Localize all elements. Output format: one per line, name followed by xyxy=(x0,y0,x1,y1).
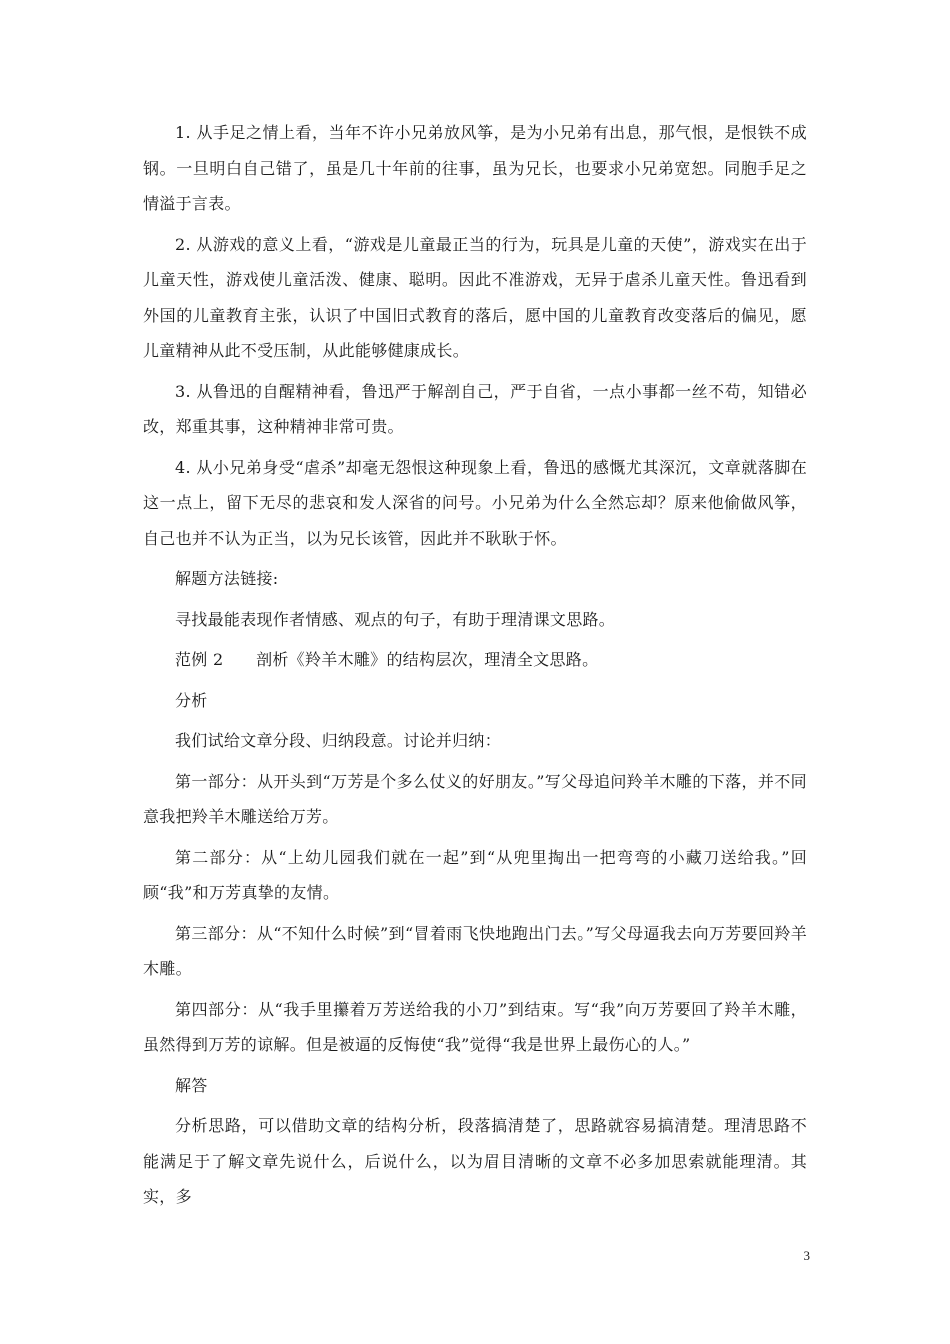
section-part-1: 第一部分：从开头到“万芳是个多么仗义的好朋友。”写父母追问羚羊木雕的下落，并不同意我把羚羊木雕送给万芳。 xyxy=(143,771,807,826)
answer-text: 分析思路，可以借助文章的结构分析，段落搞清楚了，思路就容易搞清楚。理清思路不能满足于了解文章先说什么，后说什么，以为眉目清晰的文章不必多加思索就能理清。其实，多 xyxy=(143,1116,807,1206)
example-2-heading: 范例 2 剖析《羚羊木雕》的结构层次，理清全文思路。 xyxy=(175,650,599,669)
analysis-intro: 我们试给文章分段、归纳段意。讨论并归纳： xyxy=(175,731,502,750)
page-body xyxy=(143,115,807,1220)
method-link-text: 寻找最能表现作者情感、观点的句子，有助于理清课文思路。 xyxy=(175,609,616,629)
section-part-2: 第二部分：从“上幼儿园我们就在一起”到“从兜里掏出一把弯弯的小藏刀送给我。”回顾“我”和万芳真挚的友情。 xyxy=(143,847,807,902)
page-number: 3 xyxy=(803,1248,810,1263)
paragraph-point-1: 1. 从手足之情上看，当年不许小兄弟放风筝，是为小兄弟有出息，那气恨，是恨铁不成钢。一旦明白自己错了，虽是几十年前的往事，虽为兄长，也要求小兄弟宽恕。同胞手足之情溢于言表。 xyxy=(143,123,807,213)
method-link-heading: 解题方法链接: xyxy=(175,569,279,588)
analysis-heading: 分析 xyxy=(175,690,208,710)
paragraph-point-2: 2. 从游戏的意义上看，“游戏是儿童最正当的行为，玩具是儿童的天使”，游戏实在出于儿童天性，游戏使儿童活泼、健康、聪明。因此不准游戏，无异于虐杀儿童天性。鲁迅看到外国的儿童教育主张，认识了中国旧式教育的落后，愿中国的儿童教育改变落后的偏见，愿儿童精神从此不受压制，从此能够健康成长。 xyxy=(143,234,807,360)
section-part-4: 第四部分：从“我手里攥着万芳送给我的小刀”到结束。写“我”向万芳要回了羚羊木雕，虽然得到万芳的谅解。但是被逼的反悔使“我”觉得“我是世界上最伤心的人。” xyxy=(143,999,807,1054)
answer-heading: 解答 xyxy=(175,1075,208,1095)
paragraph-point-3: 3. 从鲁迅的自醒精神看，鲁迅严于解剖自己，严于自省，一点小事都一丝不苟，知错必改，郑重其事，这种精神非常可贵。 xyxy=(143,381,807,436)
paragraph-point-4: 4. 从小兄弟身受“虐杀”却毫无怨恨这种现象上看，鲁迅的感慨尤其深沉，文章就落脚在这一点上，留下无尽的悲哀和发人深省的问号。小兄弟为什么全然忘却？原来他偷做风筝，自己也并不认为正当，以为兄长该管，因此并不耿耿于怀。 xyxy=(143,457,807,548)
section-part-3: 第三部分：从“不知什么时候”到“冒着雨飞快地跑出门去。”写父母逼我去向万芳要回羚羊木雕。 xyxy=(143,923,807,978)
